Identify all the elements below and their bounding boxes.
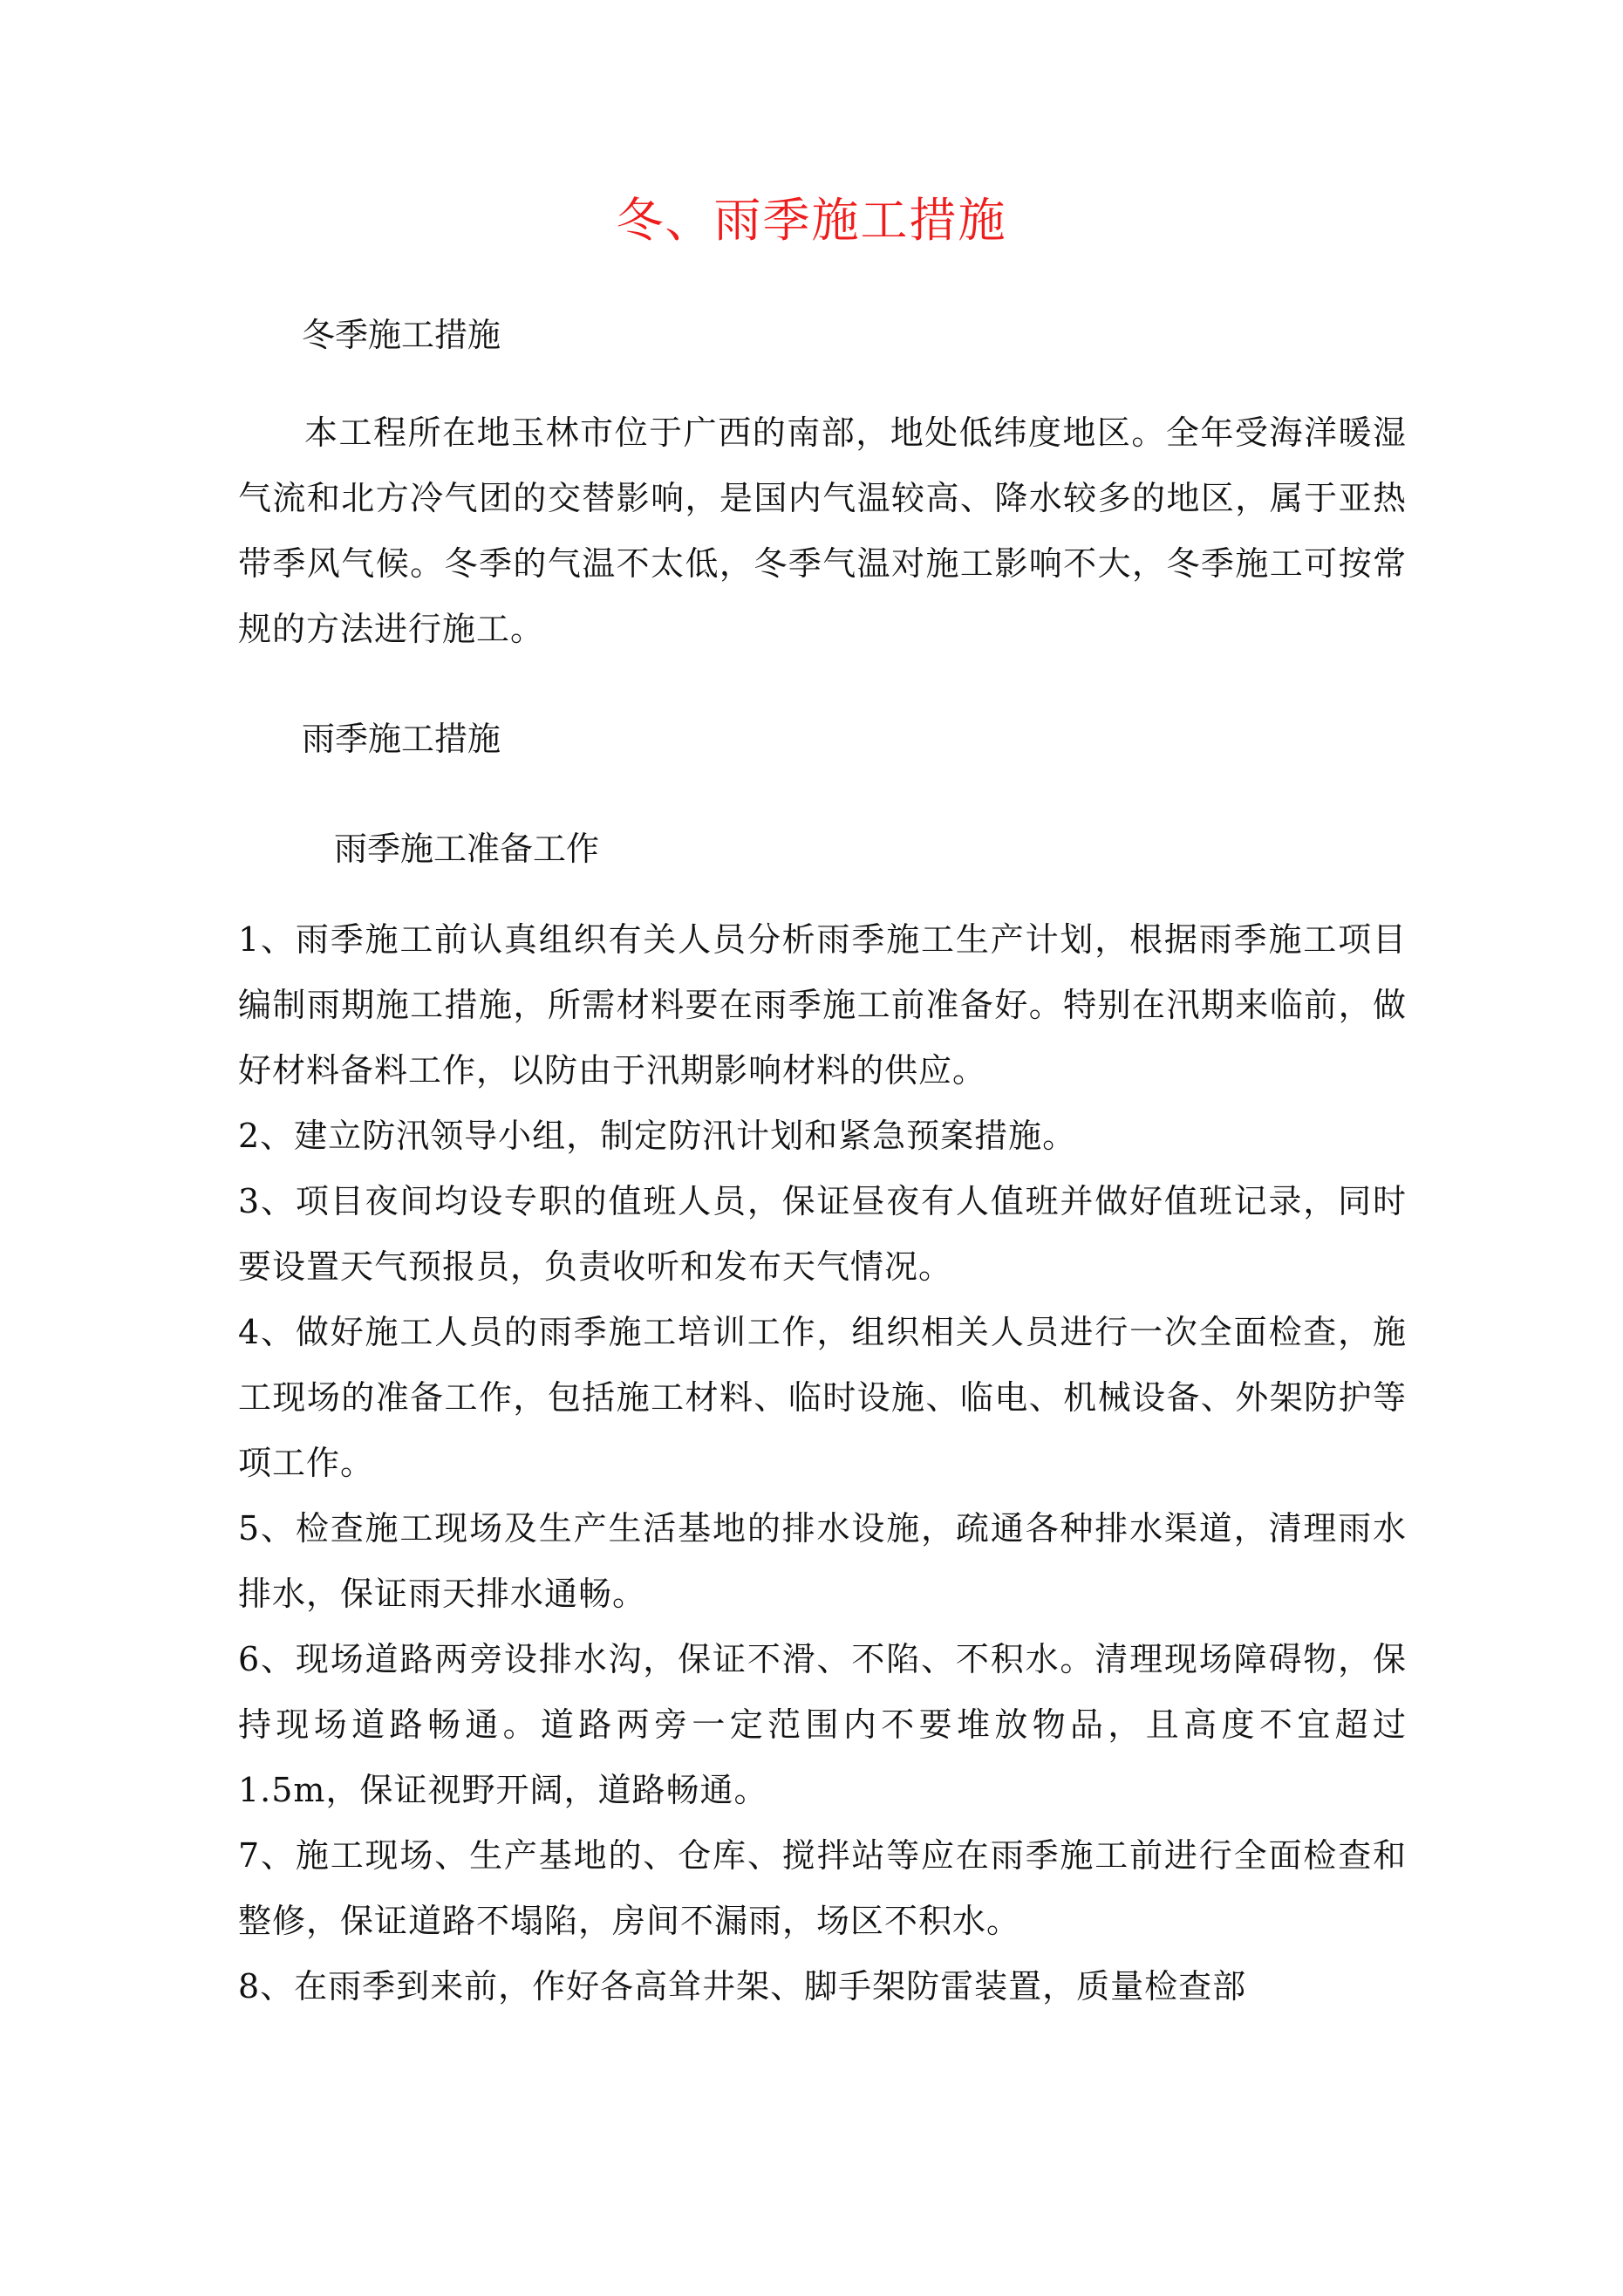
list-item: 8、在雨季到来前，作好各高耸井架、脚手架防雷装置，质量检查部 <box>238 1967 1247 2006</box>
rain-prep-heading: 雨季施工准备工作 <box>334 830 600 868</box>
rain-section-heading: 雨季施工措施 <box>302 720 501 758</box>
list-item: 1、雨季施工前认真组织有关人员分析雨季施工生产计划，根据雨季施工项目编制雨期施工措施，所需材料要在雨季施工前准备好。特别在汛期来临前，做好材料备料工作，以防由于汛期影响材料的供应。 <box>238 920 1407 1090</box>
list-item: 2、建立防汛领导小组，制定防汛计划和紧急预案措施。 <box>238 1117 1077 1155</box>
list-item: 6、现场道路两旁设排水沟，保证不滑、不陷、不积水。清理现场障碍物，保持现场道路畅通。道路两旁一定范围内不要堆放物品，且高度不宜超过1.5m，保证视野开阔，道路畅通。 <box>238 1640 1407 1809</box>
list-item: 3、项目夜间均设专职的值班人员，保证昼夜有人值班并做好值班记录，同时要设置天气预报员，负责收听和发布天气情况。 <box>238 1182 1407 1286</box>
page-title: 冬、雨季施工措施 <box>616 193 1007 248</box>
winter-section-heading: 冬季施工措施 <box>302 316 501 354</box>
list-item: 7、施工现场、生产基地的、仓库、搅拌站等应在雨季施工前进行全面检查和整修，保证道路不塌陷，房间不漏雨，场区不积水。 <box>238 1836 1407 1940</box>
winter-paragraph: 本工程所在地玉林市位于广西的南部，地处低纬度地区。全年受海洋暖湿气流和北方冷气团的交替影响，是国内气温较高、降水较多的地区，属于亚热带季风气候。冬季的气温不太低，冬季气温对施工影响不大，冬季施工可按常规的方法进行施工。 <box>238 413 1407 648</box>
list-item: 4、做好施工人员的雨季施工培训工作，组织相关人员进行一次全面检查，施工现场的准备工作，包括施工材料、临时设施、临电、机械设备、外架防护等项工作。 <box>238 1313 1407 1482</box>
list-item: 5、检查施工现场及生产生活基地的排水设施，疏通各种排水渠道，清理雨水排水，保证雨天排水通畅。 <box>238 1509 1407 1613</box>
winter-section-body <box>238 400 1407 662</box>
rain-prep-list <box>238 907 1407 2019</box>
